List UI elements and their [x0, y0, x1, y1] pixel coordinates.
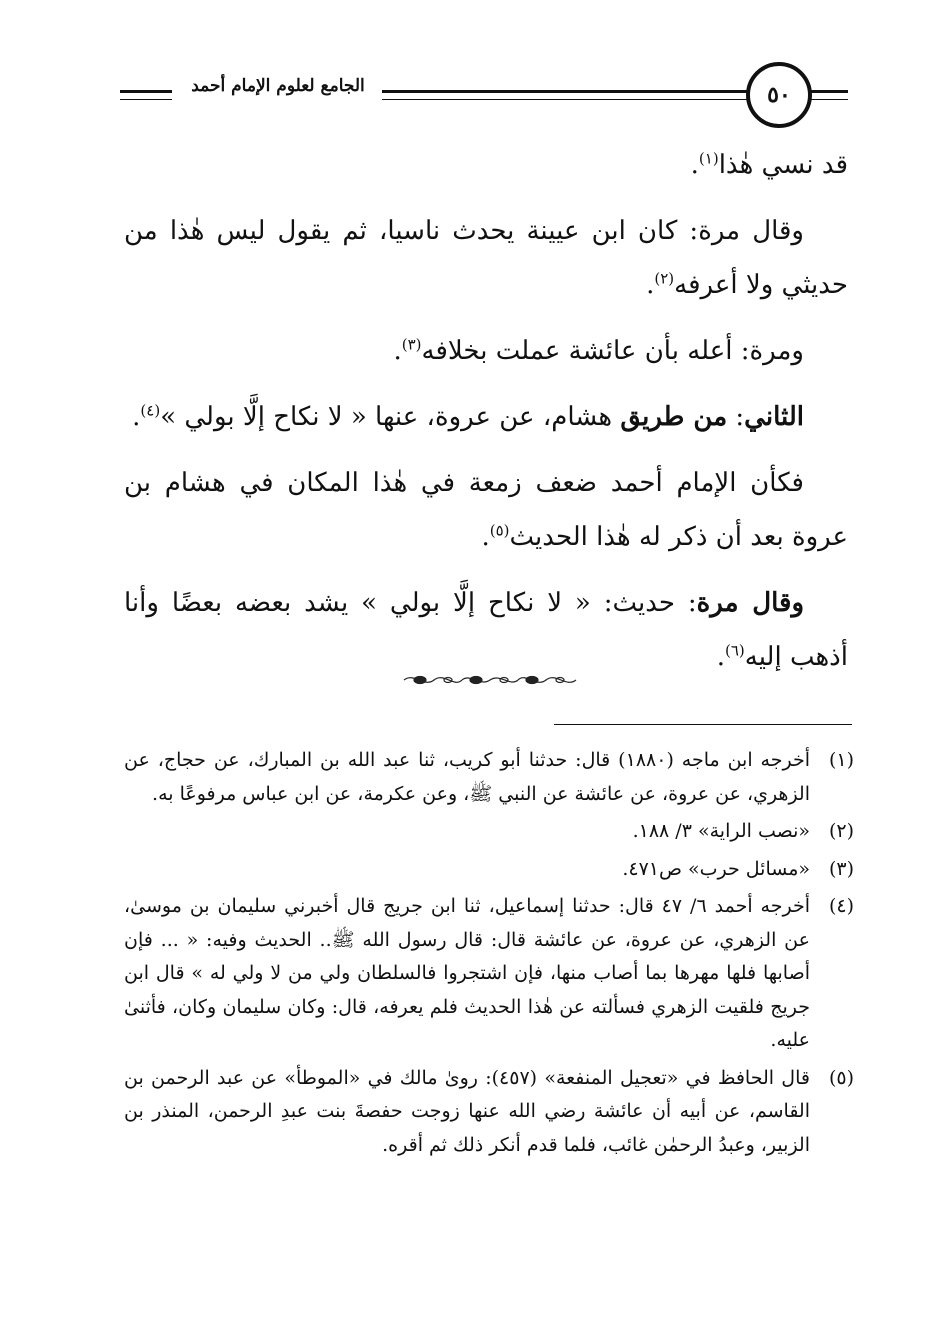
paragraph-4-lead: الثاني	[744, 402, 804, 432]
paragraph-2-text: وقال مرة: كان ابن عيينة يحدث ناسيا، ثم يقول ليس هٰذا من حديثي ولا أعرفه	[124, 216, 848, 300]
footnote-4	[124, 890, 854, 1058]
footnote-text: «نصب الراية» ٣/ ١٨٨.	[632, 820, 810, 842]
footnote-2	[124, 815, 854, 849]
footnote-ref-5: (٥)	[489, 521, 510, 540]
floral-ornament-icon	[400, 668, 580, 692]
paragraph-3-end: .	[393, 336, 402, 366]
footnote-3	[124, 853, 854, 887]
paragraph-6-end: .	[716, 642, 725, 672]
paragraph-5-text: فكأن الإمام أحمد ضعف زمعة في هٰذا المكان في هشام بن عروة بعد أن ذكر له هٰذا الحديث	[124, 468, 848, 552]
footnote-text: أخرجه ابن ماجه (١٨٨٠) قال: حدثنا أبو كريب، ثنا عبد الله بن المبارك، عن حجاج، عن الزهري، عن عروة، عن عائشة عن النبي ﷺ، وعن عكرمة، عن ابن عباس مرفوعًا به.	[124, 749, 810, 805]
footnote-ref-3: (٣)	[401, 335, 422, 354]
paragraph-1-end: .	[690, 150, 699, 180]
footnote-text: قال الحافظ في «تعجيل المنفعة» (٤٥٧): روىٰ مالك في «الموطأ» عن عبد الرحمن بن القاسم، عن أبيه أن عائشة رضي الله عنها زوجت حفصةَ بنت عبدِ الرحمن، المنذر بن الزبير، وعبدُ الرحمٰن غائب، فلما قدم أنكر ذلك ثم أقره.	[124, 1066, 810, 1156]
page-number-badge	[746, 62, 812, 128]
paragraph-4-end: .	[132, 402, 141, 432]
paragraph-4-phrase: من طريق	[620, 402, 728, 432]
running-title: الجامع لعلوم الإمام أحمد	[191, 76, 365, 96]
paragraph-5	[124, 456, 848, 564]
footnote-1	[124, 744, 854, 811]
paragraph-3-text: ومرة: أعله بأن عائشة عملت بخلافه	[421, 336, 804, 366]
footnote-text: «مسائل حرب» ص٤٧١.	[622, 857, 810, 880]
paragraph-4	[124, 390, 848, 444]
footnote-text: أخرجه أحمد ٦/ ٤٧ قال: حدثنا إسماعيل، ثنا ابن جريج قال أخبرني سليمان بن موسىٰ، عن الزهري، عن عروة، عن عائشة قال: قال رسول الله ﷺ.. الحديث وفيه: « ... فإن أصابها فلها مهرها بما أصاب منها، فإن اشتجروا فالسلطان ولي من لا ولي له » قال ابن جريج فلقيت الزهري فسألته عن هٰذا الحديث فلم يعرفه، قال: وكان سليمان وكان، فأثنىٰ عليه.	[124, 895, 810, 1051]
paragraph-6-lead: وقال مرة	[696, 588, 804, 618]
footnotes	[124, 744, 854, 1166]
page-number: ٥٠	[767, 82, 791, 108]
paragraph-1	[124, 138, 848, 192]
paragraph-4-text: هشام، عن عروة، عنها « لا نكاح إلَّا بولي »	[160, 402, 621, 432]
footnote-number: (٣)	[828, 857, 854, 880]
footnote-number: (١)	[828, 749, 854, 771]
page-header	[110, 62, 852, 122]
paragraph-2	[124, 204, 848, 312]
footnote-ref-1: (١)	[698, 149, 719, 168]
paragraph-4-colon: :	[727, 402, 745, 432]
paragraph-5-end: .	[481, 522, 490, 552]
footnote-ref-4: (٤)	[140, 401, 161, 420]
paragraph-6-text: : حديث: « لا نكاح إلَّا بولي » يشد بعضه بعضًا وأنا أذهب إليه	[124, 588, 848, 672]
footnote-5	[124, 1062, 854, 1163]
footnote-separator	[554, 724, 852, 725]
main-text	[124, 138, 848, 696]
header-rule-left	[120, 90, 172, 100]
header-rule-middle	[382, 90, 748, 100]
footnote-number: (٢)	[828, 820, 854, 842]
footnote-number: (٤)	[828, 895, 854, 917]
paragraph-2-end: .	[646, 270, 655, 300]
paragraph-1-text: قد نسي هٰذا	[718, 150, 848, 180]
footnote-ref-2: (٢)	[654, 269, 675, 288]
header-rule-right	[810, 90, 848, 100]
ornament-svg	[400, 670, 580, 690]
footnote-ref-6: (٦)	[724, 641, 745, 660]
paragraph-3	[124, 324, 848, 378]
footnote-number: (٥)	[828, 1066, 854, 1089]
